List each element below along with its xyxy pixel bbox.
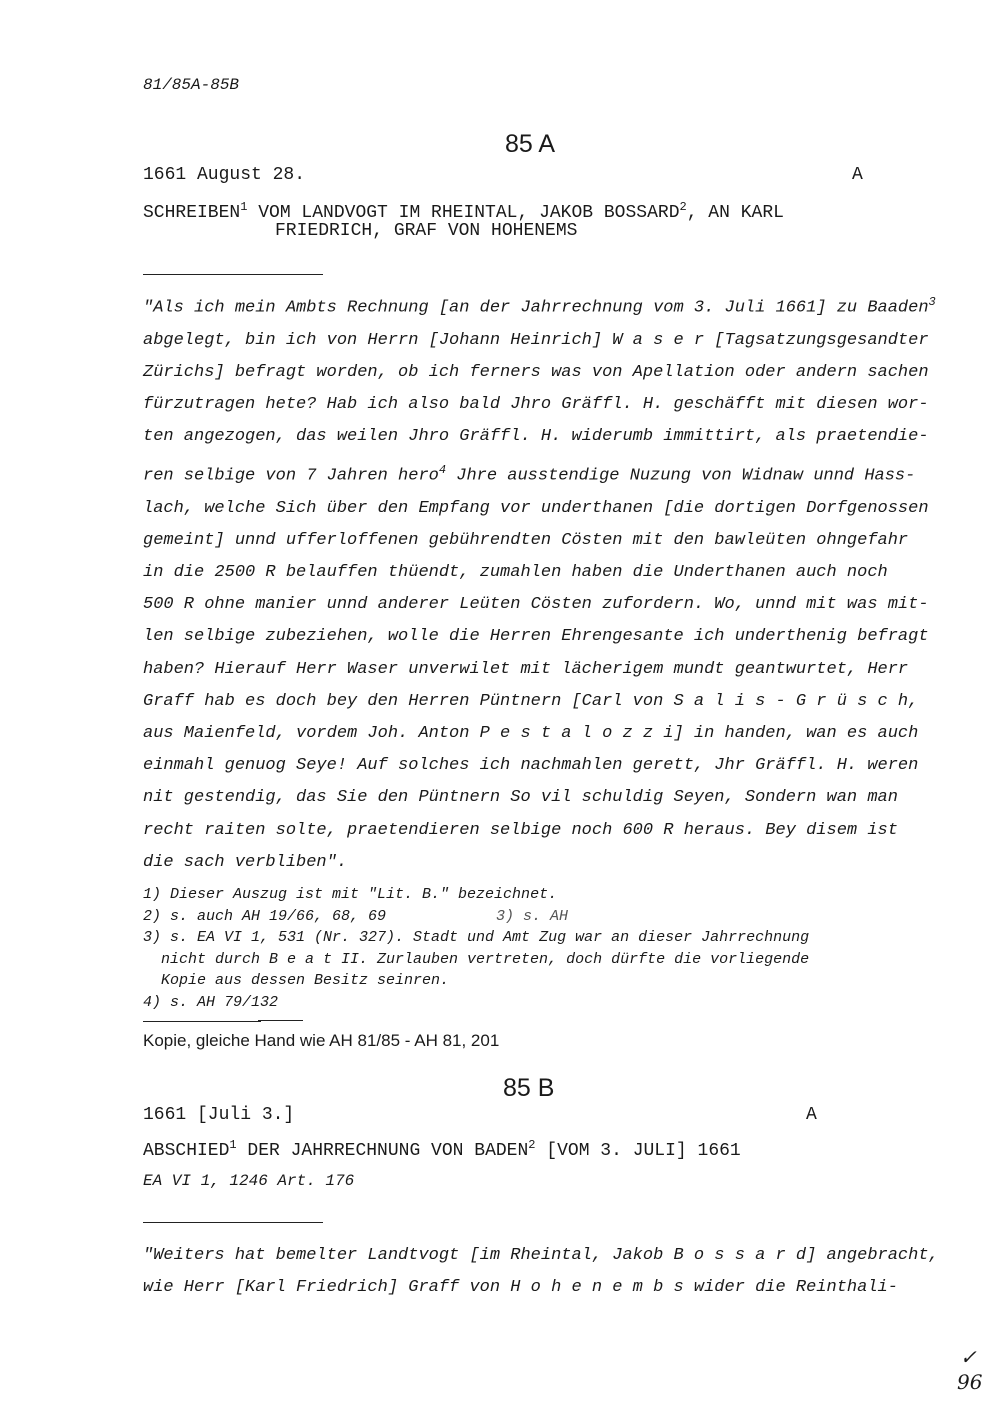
quote-line: recht raiten solte, praetendieren selbige noch 600 R heraus. Bey disem ist <box>143 820 898 840</box>
separator-rule <box>143 274 323 275</box>
document-category: A <box>852 165 863 185</box>
footnote: 4) s. AH 79/132 <box>143 993 279 1011</box>
quote-line: "Als ich mein Ambts Rechnung [an der Jahrrechnung vom 3. Juli 1661] zu Baaden$^3$ <box>143 295 936 318</box>
document-number-85a: 85 A <box>505 130 556 158</box>
document-title-line-2: FRIEDRICH, GRAF VON HOHENEMS <box>275 221 578 241</box>
footnote-ref-1: 1 <box>229 1138 237 1152</box>
quote-line: ren selbige von 7 Jahren hero$^4$ Jhre ausstendige Nuzung von Widnaw unnd Hass- <box>143 462 916 486</box>
quote-line: aus Maienfeld, vordem Joh. Anton P e s t a l o z z i] in handen, wan es auch <box>143 723 919 743</box>
footnote: 2) s. auch AH 19/66, 68, 69 3) s. AH <box>143 907 569 925</box>
quote-line: len selbige zubeziehen, wolle die Herren Ehrengesante ich underthenig befragt <box>143 627 929 647</box>
quote-line: die sach verbliben". <box>143 852 348 872</box>
footnote: Kopie aus dessen Besitz seinren. <box>161 972 450 989</box>
footnote-ref-3: 3 <box>928 295 936 309</box>
title-text: ABSCHIED <box>143 1141 230 1161</box>
footnote-ref-2: 2 <box>679 200 687 214</box>
footnote-crossed-out: 3) s. AH <box>496 907 569 925</box>
document-title-line-1 <box>143 200 784 223</box>
quoted-text-85a <box>143 286 936 879</box>
separator-rule <box>143 1021 261 1022</box>
quote-line: haben? Hierauf Herr Waser unverwilet mit lächerigem mundt geantwurtet, Herr <box>143 659 909 679</box>
title-text: SCHREIBEN <box>143 203 241 223</box>
footnote: 1) Dieser Auszug ist mit "Lit. B." bezeichnet. <box>143 886 558 903</box>
footnote-ref-1: 1 <box>240 200 248 214</box>
quote-line: Zürichs] befragt worden, ob ich ferners was von Apellation oder andern sachen <box>143 363 929 383</box>
quote-line: ten angezogen, das weilen Jhro Gräffl. H. widerumb immittirt, als praetendie- <box>143 427 929 447</box>
archive-reference: 81/85A-85B <box>143 76 240 94</box>
quoted-text-85b <box>143 1240 939 1304</box>
handwritten-page-number: 96 <box>957 1370 983 1394</box>
footnote-ref-4: 4 <box>438 462 447 477</box>
quote-line: wie Herr [Karl Friedrich] Graff von H o h e n e m b s wider die Reinthali- <box>143 1278 898 1298</box>
quote-line: nit gestendig, das Sie den Püntnern So vil schuldig Seyen, Sondern wan man <box>143 788 898 808</box>
quote-line: lach, welche Sich über den Empfang vor underthanen [die dortigen Dorfgenossen <box>143 498 929 518</box>
source-note: Kopie, gleiche Hand wie AH 81/85 - AH 81, 201 <box>143 1031 500 1050</box>
footnote: 3) s. EA VI 1, 531 (Nr. 327). Stadt und Amt Zug war an dieser Jahrrechnung <box>143 929 810 946</box>
edition-reference: EA VI 1, 1246 Art. 176 <box>143 1172 355 1190</box>
check-mark: ✓ <box>960 1345 977 1369</box>
quote-line: Graff hab es doch bey den Herren Püntnern [Carl von S a l i s - G r ü s c h, <box>143 691 919 711</box>
footnote: nicht durch B e a t II. Zurlauben vertreten, doch dürfte die vorliegende <box>161 950 810 968</box>
quote-line: "Weiters hat bemelter Landtvogt [im Rheintal, Jakob B o s s a r d] angebracht, <box>143 1246 939 1265</box>
title-text: , AN KARL <box>686 203 784 223</box>
quote-line: abgelegt, bin ich von Herrn [Johann Heinrich] W a s e r [Tagsatzungsgesandter <box>143 330 929 350</box>
document-date: 1661 [Juli 3.] <box>143 1105 295 1125</box>
separator-rule <box>143 1222 323 1223</box>
document-date: 1661 August 28. <box>143 165 306 185</box>
separator-rule <box>258 1020 303 1021</box>
title-text: VOM LANDVOGT IM RHEINTAL, JAKOB BOSSARD <box>247 203 680 223</box>
title-text: [VOM 3. JULI] 1661 <box>535 1141 741 1161</box>
quote-line: in die 2500 R belauffen thüendt, zumahlen haben die Underthanen auch noch <box>143 562 888 582</box>
document-category: A <box>806 1105 817 1125</box>
quote-line: 500 R ohne manier unnd anderer Leüten Cösten zufordern. Wo, unnd mit was mit- <box>143 595 929 615</box>
document-title <box>143 1138 741 1161</box>
footnotes <box>143 884 809 1013</box>
title-text: DER JAHRRECHNUNG VON BADEN <box>236 1141 529 1161</box>
footnote-ref-2: 2 <box>528 1138 536 1152</box>
quote-line: einmahl genuog Seye! Auf solches ich nachmahlen gerett, Jhr Gräffl. H. weren <box>143 756 919 776</box>
document-number-85b: 85 B <box>503 1074 555 1102</box>
quote-line: gemeint] unnd ufferloffenen gebührendten Cösten mit den bawleüten ohngefahr <box>143 530 909 550</box>
quote-line: fürzutragen hete? Hab ich also bald Jhro Gräffl. H. geschäfft mit diesen wor- <box>143 395 929 415</box>
